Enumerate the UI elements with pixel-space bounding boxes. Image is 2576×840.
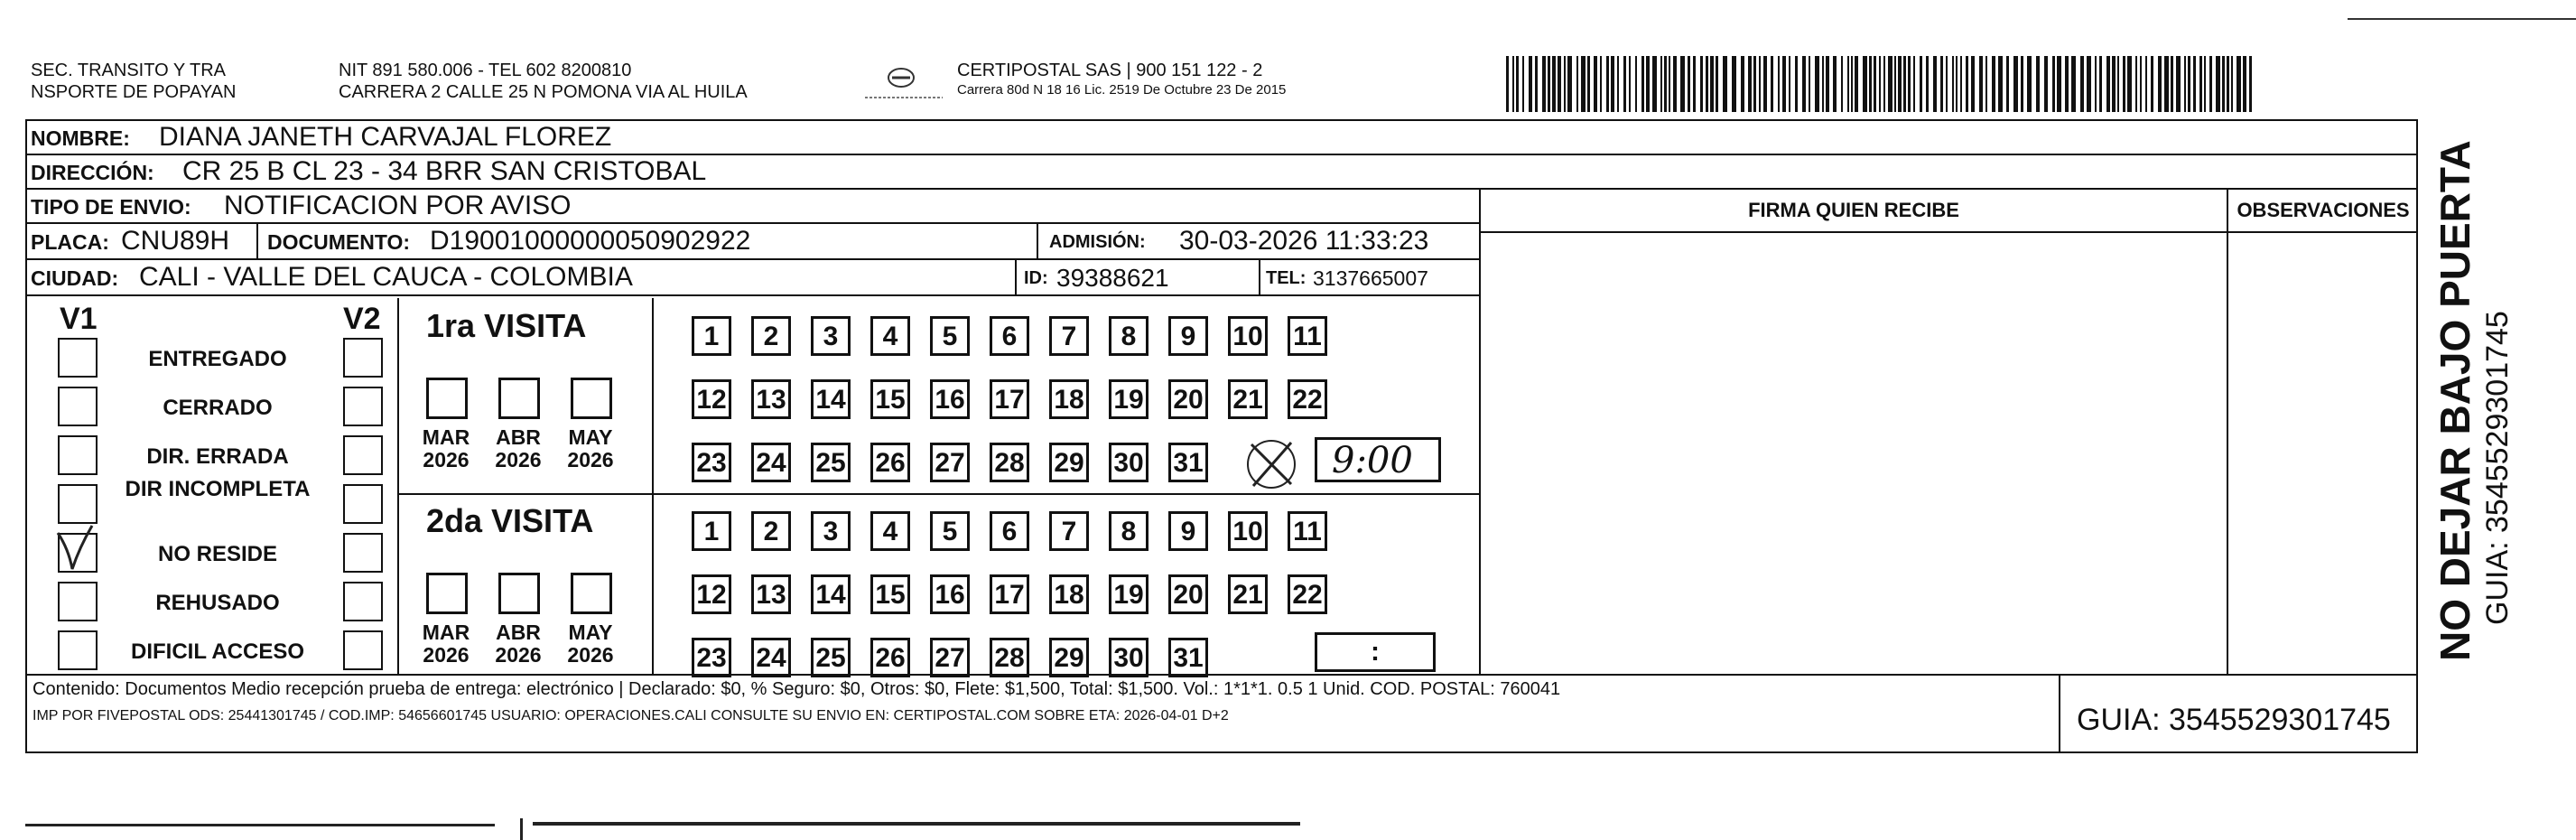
day-box[interactable]: 16: [930, 574, 970, 614]
barcode-bar: [1706, 56, 1708, 112]
barcode-bar: [2112, 56, 2116, 112]
month-label: MAY: [568, 425, 613, 449]
barcode-bar: [1802, 56, 1806, 112]
barcode-bar: [2106, 56, 2110, 112]
barcode-bar: [1529, 56, 1532, 112]
barcode-bar: [2036, 56, 2040, 112]
day-box[interactable]: 11: [1288, 316, 1327, 356]
barcode-bar: [2216, 56, 2220, 112]
barcode-bar: [1926, 56, 1929, 112]
barcode-bar: [1587, 56, 1590, 112]
form-left-border: [25, 121, 27, 753]
day-box[interactable]: 7: [1049, 511, 1089, 551]
v2-checkbox[interactable]: [343, 630, 383, 670]
barcode-bar: [1753, 56, 1756, 112]
month-year-caption: [417, 621, 475, 667]
day-box[interactable]: 22: [1288, 574, 1327, 614]
form-right-border: [2416, 121, 2418, 674]
barcode-bar: [2052, 56, 2055, 112]
barcode-bar: [1933, 56, 1937, 112]
barcode-bar: [2171, 56, 2173, 112]
barcode-bar: [1971, 56, 1975, 112]
row-placa: [25, 224, 1479, 260]
barcode-bar: [1723, 56, 1727, 112]
month-checkbox[interactable]: [571, 378, 612, 419]
status-option-label: NO RESIDE: [157, 542, 278, 566]
barcode-bar: [2027, 56, 2032, 112]
v1-label: V1: [60, 302, 98, 336]
side-guia: GUIA: 3545529301745: [2480, 311, 2515, 625]
barcode-bar: [1741, 56, 1744, 112]
barcode-bar: [2117, 56, 2119, 112]
barcode-bar: [1669, 56, 1670, 112]
barcode-bar: [1847, 56, 1849, 112]
barcode-bar: [1883, 56, 1885, 112]
day-box[interactable]: 26: [870, 638, 910, 677]
barcode-bar: [1635, 56, 1637, 112]
firma-header: FIRMA QUIEN RECIBE: [1481, 190, 2227, 233]
tel-value: 3137665007: [1313, 266, 1428, 290]
v1-checkbox[interactable]: [58, 338, 98, 378]
day-box[interactable]: 20: [1168, 379, 1208, 419]
day-box[interactable]: 28: [990, 638, 1029, 677]
guia-left-border: [2059, 674, 2060, 753]
barcode-bar: [1778, 56, 1780, 112]
status-option-label: DIFICIL ACCESO: [130, 639, 304, 664]
barcode-bar: [1673, 56, 1677, 112]
barcode-bar: [1940, 56, 1943, 112]
ciudad-label: CIUDAD:: [31, 266, 119, 290]
barcode-bar: [1888, 56, 1892, 112]
day-box[interactable]: 27: [930, 638, 970, 677]
day-box[interactable]: 10: [1228, 511, 1268, 551]
barcode-bar: [1841, 56, 1843, 112]
id-label: ID:: [1024, 268, 1048, 288]
v1-checkbox[interactable]: [58, 387, 98, 426]
barcode-bar: [2135, 56, 2137, 112]
barcode-bar: [2006, 56, 2009, 112]
barcode-bar: [1600, 56, 1602, 112]
imp-text: IMP POR FIVEPOSTAL ODS: 25441301745 / COD.IMP: 54656601745 USUARIO: OPERACIONES.CALI CONSULTE SU ENVIO EN: CERTIPOSTAL.COM SOBRE ETA: 2026-04-01 D+2: [33, 708, 1229, 723]
day-box[interactable]: 4: [870, 316, 910, 356]
v1-checkbox[interactable]: [58, 484, 98, 524]
barcode-bar: [1617, 56, 1619, 112]
first-visit-time: 9:00: [1332, 440, 1413, 481]
barcode-bar: [1716, 56, 1718, 112]
barcode-bar: [1567, 56, 1572, 112]
barcode-bar: [1874, 56, 1876, 112]
month-checkbox[interactable]: [498, 378, 540, 419]
v2-checkbox[interactable]: [343, 484, 383, 524]
day-box[interactable]: 14: [811, 379, 851, 419]
day-box[interactable]: 25: [811, 638, 851, 677]
barcode-bar: [2227, 56, 2229, 112]
footer-guia: GUIA: 3545529301745: [2077, 703, 2391, 737]
day-box[interactable]: 17: [990, 379, 1029, 419]
barcode-bar: [1693, 56, 1696, 112]
day-box[interactable]: 1: [692, 511, 731, 551]
barcode-bar: [1652, 56, 1657, 112]
day-box[interactable]: 31: [1168, 638, 1208, 677]
status-option-label: DIR. ERRADA: [146, 444, 289, 469]
visits-divider: [399, 493, 1479, 495]
barcode-bar: [1966, 56, 1968, 112]
barcode-bar: [2209, 56, 2212, 112]
month-year-caption: [489, 426, 547, 471]
barcode-bar: [1611, 56, 1614, 112]
barcode-bar: [1894, 56, 1896, 112]
barcode-bar: [1748, 56, 1752, 112]
day-box[interactable]: 7: [1049, 316, 1089, 356]
day-box[interactable]: 6: [990, 511, 1029, 551]
month-year-caption: [562, 426, 619, 471]
barcode-bar: [1641, 56, 1644, 112]
bottom-rule-right: [533, 822, 1300, 826]
status-option-label: DIR INCOMPLETA: [125, 477, 311, 501]
day-box[interactable]: 19: [1109, 574, 1149, 614]
day-box[interactable]: 30: [1109, 443, 1149, 482]
day-box[interactable]: 23: [692, 443, 731, 482]
documento-value: D19001000000050902922: [430, 226, 751, 256]
barcode-bar: [2158, 56, 2162, 112]
year-label: 2026: [567, 643, 614, 667]
day-box[interactable]: 24: [751, 443, 791, 482]
barcode-bar: [2087, 56, 2091, 112]
month-label: ABR: [496, 621, 541, 644]
barcode-bar: [2188, 56, 2190, 112]
day-box[interactable]: 14: [811, 574, 851, 614]
month-label: MAR: [422, 621, 470, 644]
barcode-bar: [2237, 56, 2241, 112]
day-box[interactable]: 13: [751, 379, 791, 419]
barcode-bar: [2243, 56, 2246, 112]
day-box[interactable]: 22: [1288, 379, 1327, 419]
first-visit-time-box: [1315, 437, 1441, 482]
barcode-bar: [1700, 56, 1703, 112]
day-box[interactable]: 12: [692, 574, 731, 614]
form-bottom-border: [25, 751, 2418, 753]
barcode-bar: [2164, 56, 2169, 112]
barcode-bar: [2021, 56, 2023, 112]
v2-checkbox[interactable]: [343, 387, 383, 426]
barcode-bar: [1558, 56, 1561, 112]
day-box[interactable]: 11: [1288, 511, 1327, 551]
day-box[interactable]: 15: [870, 574, 910, 614]
day-box[interactable]: 19: [1109, 379, 1149, 419]
tipo-value: NOTIFICACION POR AVISO: [224, 191, 572, 220]
v2-label: V2: [343, 302, 381, 336]
direccion-label: DIRECCIÓN:: [31, 161, 154, 184]
barcode-bar: [2123, 56, 2125, 112]
id-value: 39388621: [1056, 264, 1169, 292]
barcode-bar: [1946, 56, 1948, 112]
barcode-bar: [1913, 56, 1915, 112]
barcode-bar: [1759, 56, 1761, 112]
barcode-bar: [1594, 56, 1597, 112]
day-box[interactable]: 21: [1228, 379, 1268, 419]
company-line-2: Carrera 80d N 18 16 Lic. 2519 De Octubre 23 De 2015: [957, 82, 1287, 98]
status-divider: [397, 298, 399, 674]
row-nombre: [25, 121, 2418, 155]
certipostal-logo-icon: [865, 61, 943, 103]
nombre-label: NOMBRE:: [31, 126, 130, 150]
documento-label: DOCUMENTO:: [267, 230, 411, 254]
month-label: MAR: [422, 425, 470, 449]
day-box[interactable]: 16: [930, 379, 970, 419]
barcode-bar: [2249, 56, 2252, 112]
barcode-bar: [1809, 56, 1810, 112]
day-box[interactable]: 29: [1049, 638, 1089, 677]
barcode-bar: [1646, 56, 1650, 112]
day-box[interactable]: 6: [990, 316, 1029, 356]
admision-label: ADMISIÓN:: [1049, 232, 1146, 252]
day-box[interactable]: 25: [811, 443, 851, 482]
barcode-bar: [1542, 56, 1546, 112]
barcode-bar: [2222, 56, 2225, 112]
day-box[interactable]: 23: [692, 638, 731, 677]
company-info: [957, 60, 1286, 99]
tipo-label: TIPO DE ENVIO:: [31, 195, 191, 219]
direccion-value: CR 25 B CL 23 - 34 BRR SAN CRISTOBAL: [182, 156, 707, 186]
issuer-name: [31, 60, 236, 103]
barcode-bar: [1732, 56, 1736, 112]
barcode-bar: [1688, 56, 1690, 112]
day-box[interactable]: 13: [751, 574, 791, 614]
barcode-bar: [2176, 56, 2181, 112]
day-box[interactable]: 28: [990, 443, 1029, 482]
status-option-label: CERRADO: [163, 396, 273, 420]
barcode-bar: [1898, 56, 1902, 112]
year-label: 2026: [567, 448, 614, 471]
day-box[interactable]: 18: [1049, 574, 1089, 614]
barcode-bar: [1564, 56, 1566, 112]
barcode-bar: [1606, 56, 1609, 112]
barcode-bar: [2080, 56, 2084, 112]
barcode-bar: [1998, 56, 2003, 112]
nombre-value: DIANA JANETH CARVAJAL FLOREZ: [159, 122, 612, 152]
address-line: CARRERA 2 CALLE 25 N POMONA VIA AL HUILA: [339, 82, 748, 102]
bottom-rule-left: [25, 824, 495, 826]
placa-value: CNU89H: [121, 226, 230, 256]
barcode-bar: [1789, 56, 1790, 112]
v1-checkbox[interactable]: [58, 435, 98, 475]
observaciones-header: OBSERVACIONES: [2228, 190, 2418, 233]
day-box[interactable]: 15: [870, 379, 910, 419]
day-box[interactable]: 9: [1168, 316, 1208, 356]
v2-checkbox[interactable]: [343, 533, 383, 573]
barcode-bar: [1763, 56, 1767, 112]
row-tipo: [25, 190, 1479, 224]
v1-checkbox[interactable]: [58, 630, 98, 670]
barcode-bar: [1581, 56, 1586, 112]
day-box[interactable]: 21: [1228, 574, 1268, 614]
month-checkbox[interactable]: [426, 378, 468, 419]
barcode-bar: [1680, 56, 1685, 112]
issuer-line-1: SEC. TRANSITO Y TRA: [31, 61, 226, 80]
handwritten-check-mark: [52, 522, 107, 576]
barcode-bar: [2099, 56, 2102, 112]
month-label: ABR: [496, 425, 541, 449]
barcode-bar: [2145, 56, 2147, 112]
barcode-bar: [1960, 56, 1962, 112]
barcode-bar: [2140, 56, 2142, 112]
barcode-bar: [1952, 56, 1954, 112]
year-label: 2026: [495, 643, 542, 667]
barcode-bar: [1908, 56, 1911, 112]
barcode-bar: [1771, 56, 1773, 112]
month-year-caption: [489, 621, 547, 667]
ciudad-value: CALI - VALLE DEL CAUCA - COLOMBIA: [139, 262, 633, 292]
day-box[interactable]: 9: [1168, 511, 1208, 551]
nit-line: NIT 891 580.006 - TEL 602 8200810: [339, 61, 632, 80]
day-box[interactable]: 30: [1109, 638, 1149, 677]
barcode-bar: [1506, 56, 1509, 112]
barcode-bar: [2044, 56, 2048, 112]
barcode-bar: [2071, 56, 2076, 112]
v2-checkbox[interactable]: [343, 582, 383, 621]
barcode-bar: [1660, 56, 1662, 112]
month-year-caption: [562, 621, 619, 667]
barcode-bar: [1516, 56, 1519, 112]
status-option-label: ENTREGADO: [148, 347, 287, 371]
barcode-bar: [1979, 56, 1983, 112]
barcode-bar: [2065, 56, 2069, 112]
barcode-bar: [2127, 56, 2132, 112]
barcode-bar: [1863, 56, 1867, 112]
side-text: [2431, 140, 2557, 661]
second-visit-time-box: :: [1315, 632, 1436, 672]
second-visit-title: 2da VISITA: [426, 502, 594, 539]
barcode-bar: [1920, 56, 1922, 112]
day-box[interactable]: 12: [692, 379, 731, 419]
barcode-bar: [1664, 56, 1667, 112]
calendar-divider: [652, 298, 654, 674]
barcode-bar: [1851, 56, 1853, 112]
month-checkbox[interactable]: [426, 573, 468, 614]
month-checkbox[interactable]: [498, 573, 540, 614]
barcode-bar: [1782, 56, 1786, 112]
barcode-bar: [1576, 56, 1578, 112]
day-box[interactable]: 2: [751, 511, 791, 551]
month-year-caption: [417, 426, 475, 471]
barcode-bar: [1535, 56, 1538, 112]
day-box[interactable]: 26: [870, 443, 910, 482]
barcode-bar: [2057, 56, 2061, 112]
barcode-bar: [1985, 56, 1987, 112]
day-box[interactable]: 24: [751, 638, 791, 677]
barcode-bar: [2095, 56, 2097, 112]
day-box[interactable]: 5: [930, 511, 970, 551]
day-box[interactable]: 17: [990, 574, 1029, 614]
barcode-bar: [1879, 56, 1881, 112]
status-option-label: REHUSADO: [155, 591, 280, 615]
barcode-bar: [1795, 56, 1798, 112]
obs-left-border: [2227, 190, 2228, 674]
firma-left-border: [1479, 190, 1481, 674]
barcode-bar: [1552, 56, 1556, 112]
year-label: 2026: [495, 448, 542, 471]
v2-checkbox[interactable]: [343, 338, 383, 378]
company-line-1: CERTIPOSTAL SAS | 900 151 122 - 2: [957, 61, 1263, 80]
day-box[interactable]: 10: [1228, 316, 1268, 356]
barcode-bar: [2231, 56, 2233, 112]
barcode-bar: [1815, 56, 1819, 112]
admision-value: 30-03-2026 11:33:23: [1179, 226, 1429, 256]
month-checkbox[interactable]: [571, 573, 612, 614]
barcode-bar: [2193, 56, 2196, 112]
barcode-bar: [1522, 56, 1524, 112]
barcode: [1506, 56, 2255, 112]
barcode-bar: [1869, 56, 1872, 112]
barcode-bar: [1833, 56, 1837, 112]
contenido-text: Contenido: Documentos Medio recepción prueba de entrega: electrónico | Declarado: $0, % Seguro: $0, Otros: $0, Flete: $1,500, Total: $1,500. Vol.: 1*1*1. 0.5 1 Unid. COD. POSTAL: 760041: [33, 679, 1561, 699]
day-box[interactable]: 8: [1109, 511, 1149, 551]
barcode-bar: [1623, 56, 1626, 112]
day-box[interactable]: 31: [1168, 443, 1208, 482]
day-box[interactable]: 3: [811, 316, 851, 356]
day-box[interactable]: 8: [1109, 316, 1149, 356]
barcode-bar: [2184, 56, 2186, 112]
day-box[interactable]: 27: [930, 443, 970, 482]
tel-label: TEL:: [1266, 268, 1307, 288]
barcode-bar: [1548, 56, 1550, 112]
row-ciudad: [25, 260, 1479, 296]
barcode-bar: [1855, 56, 1858, 112]
month-label: MAY: [568, 621, 613, 644]
barcode-bar: [1512, 56, 1514, 112]
barcode-bar: [1903, 56, 1906, 112]
v2-checkbox[interactable]: [343, 435, 383, 475]
day-box[interactable]: 5: [930, 316, 970, 356]
day-box[interactable]: 3: [811, 511, 851, 551]
day-box[interactable]: 18: [1049, 379, 1089, 419]
issuer-contact: [339, 60, 748, 103]
top-edge-line: [2348, 18, 2576, 20]
barcode-bar: [2151, 56, 2153, 112]
barcode-bar: [1956, 56, 1958, 112]
v1-checkbox[interactable]: [58, 582, 98, 621]
day-box[interactable]: 4: [870, 511, 910, 551]
barcode-bar: [1629, 56, 1631, 112]
barcode-bar: [1710, 56, 1714, 112]
day-box[interactable]: 1: [692, 316, 731, 356]
issuer-line-2: NSPORTE DE POPAYAN: [31, 82, 237, 102]
barcode-bar: [2204, 56, 2206, 112]
barcode-bar: [2199, 56, 2202, 112]
barcode-bar: [1822, 56, 1824, 112]
day-box[interactable]: 2: [751, 316, 791, 356]
year-label: 2026: [423, 448, 470, 471]
day-box[interactable]: 20: [1168, 574, 1208, 614]
first-visit-title: 1ra VISITA: [426, 307, 587, 344]
barcode-bar: [1992, 56, 1995, 112]
barcode-bar: [2013, 56, 2018, 112]
placa-label: PLACA:: [31, 230, 109, 254]
year-label: 2026: [423, 643, 470, 667]
row-direccion: [25, 155, 2418, 190]
barcode-bar: [1826, 56, 1829, 112]
no-dejar-warning: NO DEJAR BAJO PUERTA: [2432, 140, 2478, 661]
day-box[interactable]: 29: [1049, 443, 1089, 482]
handwritten-x-mark: [1244, 437, 1298, 491]
